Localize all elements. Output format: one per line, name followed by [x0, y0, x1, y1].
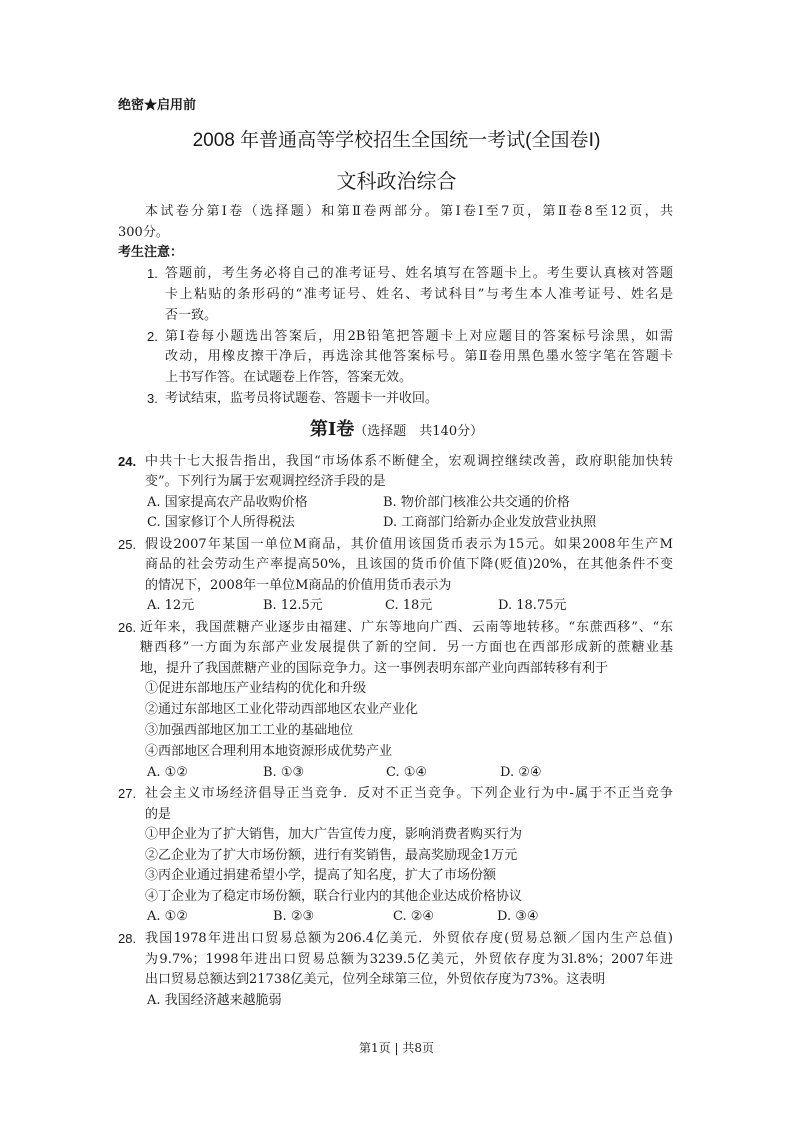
- statement-4: ④丁企业为了稳定市场份额，联合行业内的其他企业达成价格协议: [145, 889, 523, 904]
- note-number: 2.: [147, 329, 158, 344]
- option-a: A. ①②: [147, 909, 188, 924]
- note-line: 上书写作答。在试题卷上作答，答案无效。: [165, 370, 413, 385]
- note-line: 答题前，考生务必将自己的准考证号、姓名填写在答题卡上。考生要认真核对答题: [165, 266, 673, 281]
- question-line: 我国1978年进出口贸易总额为206.4亿美元．外贸依存度(贸易总额／国内生产总值): [145, 931, 673, 946]
- statement-2: ②通过东部地区工业化带动西部地区农业产业化: [145, 702, 419, 717]
- question-line: 的是: [145, 807, 172, 822]
- note-number: 3.: [147, 391, 158, 406]
- note-line: 否一致。: [165, 308, 218, 323]
- notes-heading: 考生注意：: [118, 245, 184, 260]
- option-b: B. 物价部门核准公共交通的价格: [383, 495, 570, 510]
- question-line: 地，提升了我国蔗糖产业的国际竞争力。这一事例表明东部产业向西部转移有利于: [140, 661, 609, 676]
- note-line: 第Ⅰ卷每小题选出答案后，用2B铅笔把答题卡上对应题目的答案标号涂黑，如需: [165, 329, 673, 344]
- statement-1: ①甲企业为了扩大销售，加大广告宣传力度，影响消费者购买行为: [145, 827, 523, 842]
- section-title: 第Ⅰ卷: [309, 419, 355, 440]
- option-d: D. ②④: [500, 765, 542, 780]
- confidential-label: 绝密★启用前: [118, 98, 197, 113]
- question-line: 出口贸易总额达到21738亿美元，位列全球第三位，外贸依存度为73%。这表明: [145, 972, 606, 987]
- option-d: D. ③④: [497, 909, 539, 924]
- note-line: 改动，用橡皮擦干净后，再选涂其他答案标号。第Ⅱ卷用黑色墨水签字笔在答题卡: [165, 349, 673, 364]
- question-line: 中共十七大报告指出，我国“市场体系不断健全，宏观调控继续改善，政府职能加快转: [145, 454, 673, 469]
- question-line: 变”。下列行为属于宏观调控经济手段的是: [145, 474, 386, 489]
- option-c: C. 18元: [385, 598, 433, 613]
- section-subtitle: （选择题 共140分）: [354, 424, 484, 439]
- note-line: 考试结束，监考员将试题卷、答题卡一并收回。: [165, 391, 439, 406]
- option-b: B. 12.5元: [263, 598, 323, 613]
- question-line: 社会主义市场经济倡导正当竞争．反对不正当竞争。下列企业行为中-属于不正当竞争: [145, 786, 673, 801]
- option-d: D. 工商部门给新办企业发放营业执照: [383, 515, 597, 530]
- question-number: 24.: [118, 454, 137, 469]
- option-a: A. 12元: [147, 598, 195, 613]
- statement-3: ③丙企业通过捐建希望小学，提高了知名度，扩大了市场份额: [145, 868, 497, 883]
- question-line: 为9.7%；1998年进出口贸易总额为3239.5亿美元，外贸依存度为3l.8%；2007年进: [145, 952, 673, 967]
- intro-line: 本试卷分第Ⅰ卷（选择题）和第Ⅱ卷两部分。第Ⅰ卷Ⅰ至7页，第Ⅱ卷8至12页，共: [145, 204, 673, 219]
- statement-3: ③加强西部地区加工工业的基础地位: [145, 723, 354, 738]
- option-a: A. 国家提高农产品收购价格: [147, 495, 308, 510]
- note-line: 卡上粘贴的条形码的“准考证号、姓名、考试科目”与考生本人准考证号、姓名是: [165, 287, 673, 302]
- exam-title: 2008 年普通高等学校招生全国统一考试(全国卷Ⅰ): [192, 130, 601, 151]
- statement-2: ②乙企业为了扩大市场份额，进行有奖销售，最高奖励现金1万元: [145, 848, 518, 863]
- option-b: B. ①③: [263, 765, 305, 780]
- statement-4: ④西部地区合理利用本地资源形成优势产业: [145, 744, 393, 759]
- question-number: 28.: [118, 931, 137, 946]
- option-a: A. ①②: [147, 765, 188, 780]
- question-number: 26.: [118, 620, 137, 635]
- option-c: C. 国家修订个人所得税法: [147, 515, 295, 530]
- option-c: C. ②④: [393, 909, 435, 924]
- question-line: 糖西移”一方面为东部产业发展提供了新的空间．另一方面也在西部形成新的蔗糖业基: [140, 640, 673, 655]
- question-line: 商品的社会劳动生产率提高50%，且该国的货币价值下降(贬值)20%，在其他条件不变: [145, 557, 673, 572]
- question-number: 27.: [118, 786, 137, 801]
- statement-1: ①促进东部地压产业结构的优化和升级: [145, 681, 367, 696]
- question-line: 的情况下，2008年一单位M商品的价值用货币表示为: [145, 578, 452, 593]
- intro-line: 300分。: [118, 225, 169, 240]
- question-line: 假设2007年某国一单位M商品，其价值用该国货币表示为15元。如果2008年生产M: [145, 537, 673, 552]
- section-heading: [0, 418, 793, 442]
- option-c: C. ①④: [386, 765, 428, 780]
- question-line: 近年来，我国蔗糖产业逐步由福建、广东等地向广西、云南等地转移。“东蔗西移”、“东: [140, 620, 673, 635]
- question-number: 25.: [118, 537, 137, 552]
- note-number: 1.: [147, 266, 158, 281]
- option-d: D. 18.75元: [498, 598, 567, 613]
- option-b: B. ②③: [273, 909, 315, 924]
- page-footer: 第1页 | 共8页: [359, 1041, 434, 1055]
- option-a: A. 我国经济越来越脆弱: [147, 993, 282, 1008]
- exam-subtitle: 文科政治综合: [336, 171, 457, 193]
